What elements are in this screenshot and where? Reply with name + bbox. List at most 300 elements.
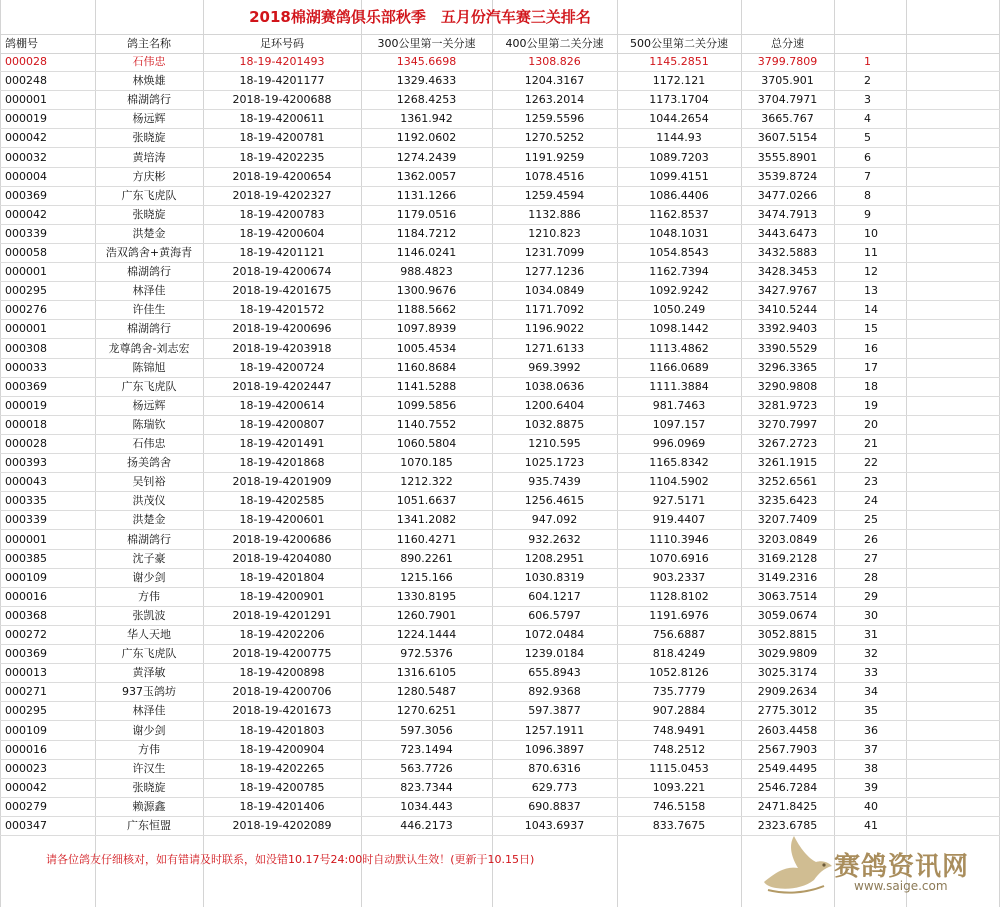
- table-cell: 1239.0184: [524, 647, 585, 661]
- table-cell: 1097.157: [652, 417, 706, 431]
- table-cell: 000019: [5, 112, 47, 126]
- table-cell: 2603.4458: [757, 723, 818, 737]
- footer-note: 请各位鸽友仔细核对，如有错请及时联系，如没错10.17号24:00时自动默认生效！(更新于10.15日): [46, 853, 535, 866]
- table-cell: 张晓旋: [132, 131, 166, 145]
- rank-cell: 6: [864, 150, 871, 164]
- table-row: [0, 741, 1000, 760]
- table-cell: 棉湖鸽行: [127, 322, 171, 336]
- table-cell: 000339: [5, 513, 47, 527]
- rank-cell: 28: [864, 570, 878, 584]
- rank-cell: 24: [864, 494, 878, 508]
- rank-cell: 16: [864, 341, 878, 355]
- table-cell: 1173.1704: [649, 93, 709, 107]
- table-cell: 1263.2014: [524, 93, 585, 107]
- table-cell: 华人天地: [127, 628, 171, 641]
- table-cell: 2018-19-4200686: [232, 532, 332, 546]
- table-cell: 937玉鸽坊: [122, 685, 176, 699]
- table-row: [0, 550, 1000, 569]
- table-cell: 1034.443: [400, 799, 453, 813]
- table-row: [0, 301, 1000, 320]
- table-cell: 935.7439: [528, 475, 581, 489]
- table-row: [0, 760, 1000, 779]
- table-cell: 000369: [5, 188, 47, 202]
- table-cell: 1110.3946: [649, 532, 709, 546]
- table-cell: 1132.886: [528, 207, 581, 221]
- table-cell: 2018-19-4200688: [232, 93, 332, 107]
- table-cell: 3390.5529: [757, 341, 818, 355]
- table-cell: 3474.7913: [757, 207, 818, 221]
- table-cell: 18-19-4201406: [239, 799, 325, 813]
- rank-cell: 5: [864, 131, 871, 145]
- table-cell: 833.7675: [652, 819, 706, 832]
- table-row: [0, 225, 1000, 244]
- table-cell: 3059.0674: [757, 608, 818, 622]
- table-cell: 969.3992: [528, 360, 581, 374]
- table-cell: 广东飞虎队: [121, 188, 177, 202]
- table-cell: 许佳生: [132, 303, 166, 317]
- table-cell: 947.092: [531, 513, 578, 527]
- table-cell: 1259.5596: [524, 112, 585, 126]
- table-cell: 723.1494: [400, 742, 453, 756]
- table-cell: 000033: [5, 360, 47, 374]
- table-cell: 18-19-4200901: [239, 589, 325, 603]
- table-row: [0, 722, 1000, 741]
- rank-cell: 12: [864, 265, 878, 279]
- table-cell: 3290.9808: [757, 379, 818, 393]
- table-cell: 1257.1911: [524, 723, 585, 737]
- table-cell: 1145.2851: [649, 55, 709, 68]
- table-cell: 597.3877: [528, 704, 581, 718]
- table-cell: 756.6887: [652, 628, 706, 641]
- table-cell: 浩双鸽舍+黄海青: [105, 246, 193, 259]
- rank-cell: 15: [864, 322, 878, 336]
- table-cell: 棉湖鸽行: [127, 532, 171, 546]
- table-cell: 000043: [5, 475, 47, 489]
- table-cell: 000001: [5, 322, 47, 336]
- table-cell: 1078.4516: [524, 169, 585, 183]
- header-cell: 足环号码: [260, 37, 304, 50]
- table-cell: 1274.2439: [396, 150, 457, 164]
- table-cell: 1097.8939: [396, 322, 457, 336]
- rank-cell: 9: [864, 207, 871, 221]
- table-cell: 870.6316: [528, 761, 581, 775]
- table-row: [0, 149, 1000, 168]
- table-cell: 18-19-4200785: [239, 780, 325, 794]
- table-cell: 3203.0849: [757, 532, 818, 546]
- table-cell: 林泽佳: [132, 284, 166, 298]
- table-row: [0, 110, 1000, 129]
- pigeon-logo-icon: [758, 832, 836, 898]
- table-cell: 1043.6937: [524, 819, 585, 832]
- table-cell: 907.2884: [652, 704, 706, 718]
- table-cell: 18-19-4201121: [239, 246, 325, 259]
- table-row: [0, 378, 1000, 397]
- table-cell: 2018-19-4200696: [232, 322, 332, 336]
- table-cell: 1308.826: [528, 55, 581, 68]
- table-cell: 655.8943: [528, 666, 581, 680]
- table-cell: 000023: [5, 761, 47, 775]
- table-cell: 2546.7284: [757, 780, 818, 794]
- table-cell: 1098.1442: [649, 322, 709, 336]
- table-cell: 1204.3167: [524, 74, 585, 88]
- table-cell: 000016: [5, 589, 47, 603]
- table-row: [0, 492, 1000, 511]
- table-cell: 棉湖鸽行: [127, 93, 171, 107]
- table-cell: 18-19-4200904: [239, 742, 325, 756]
- table-cell: 1044.2654: [649, 112, 709, 126]
- table-cell: 2018-19-4200674: [232, 265, 332, 279]
- table-cell: 3704.7971: [757, 93, 818, 107]
- table-cell: 1054.8543: [649, 246, 709, 259]
- table-cell: 18-19-4200611: [239, 112, 325, 126]
- table-cell: 000032: [5, 150, 47, 164]
- table-cell: 2018-19-4202089: [232, 819, 332, 832]
- table-cell: 3705.901: [761, 74, 814, 88]
- table-cell: 1162.8537: [649, 207, 709, 221]
- table-cell: 919.4407: [652, 513, 706, 527]
- rank-cell: 3: [864, 93, 871, 107]
- table-cell: 1208.2951: [524, 551, 585, 565]
- rank-cell: 26: [864, 532, 878, 546]
- table-cell: 000001: [5, 265, 47, 279]
- table-cell: 1099.5856: [396, 398, 457, 412]
- table-cell: 1025.1723: [524, 456, 585, 470]
- table-cell: 892.9368: [528, 685, 581, 699]
- rank-cell: 10: [864, 226, 878, 240]
- table-cell: 1093.221: [652, 780, 706, 794]
- table-cell: 18-19-4202206: [239, 628, 325, 641]
- table-cell: 1341.2082: [396, 513, 457, 527]
- table-cell: 1032.8875: [524, 417, 585, 431]
- table-cell: 1345.6698: [396, 55, 457, 68]
- table-cell: 818.4249: [652, 647, 706, 661]
- table-cell: 000019: [5, 398, 47, 412]
- table-cell: 1070.185: [400, 456, 453, 470]
- table-cell: 18-19-4200783: [239, 207, 325, 221]
- rank-cell: 39: [864, 780, 878, 794]
- table-cell: 3052.8815: [757, 628, 818, 641]
- table-cell: 563.7726: [400, 761, 453, 775]
- table-row: [0, 683, 1000, 702]
- table-row: [0, 320, 1000, 339]
- table-cell: 748.9491: [652, 723, 706, 737]
- table-cell: 972.5376: [400, 647, 453, 661]
- table-cell: 1271.6133: [524, 341, 585, 355]
- table-cell: 吴钊裕: [132, 475, 166, 489]
- table-cell: 1191.9259: [524, 150, 585, 164]
- header-cell: 500公里第二关分速: [630, 37, 728, 50]
- table-cell: 1048.1031: [649, 226, 709, 240]
- table-cell: 000335: [5, 494, 47, 508]
- table-cell: 1160.4271: [396, 532, 457, 546]
- rank-cell: 36: [864, 723, 878, 737]
- table-cell: 2018-19-4204080: [232, 551, 332, 565]
- table-cell: 1300.9676: [396, 284, 457, 298]
- rank-cell: 7: [864, 169, 871, 183]
- table-cell: 3427.9767: [757, 284, 818, 298]
- table-cell: 1259.4594: [524, 188, 585, 202]
- table-row: [0, 435, 1000, 454]
- table-cell: 1200.6404: [524, 398, 585, 412]
- table-cell: 1210.595: [528, 437, 581, 450]
- table-row: [0, 397, 1000, 416]
- table-cell: 823.7344: [400, 780, 453, 794]
- table-cell: 000368: [5, 608, 47, 622]
- table-cell: 000018: [5, 417, 47, 431]
- table-cell: 18-19-4201491: [239, 437, 325, 450]
- table-cell: 3607.5154: [757, 131, 818, 145]
- table-cell: 1172.121: [652, 74, 706, 88]
- rank-cell: 18: [864, 379, 878, 393]
- table-cell: 3261.1915: [757, 456, 818, 470]
- header-cell: 300公里第一关分速: [377, 37, 476, 50]
- table-cell: 2018-19-4201673: [232, 704, 332, 718]
- table-cell: 2018-19-4201675: [232, 284, 332, 298]
- rank-cell: 1: [864, 55, 871, 68]
- table-cell: 000028: [5, 55, 47, 68]
- table-cell: 1072.0484: [524, 628, 585, 641]
- table-cell: 张晓旋: [132, 780, 166, 794]
- table-cell: 1111.3884: [649, 379, 709, 393]
- table-row: [0, 129, 1000, 148]
- rank-cell: 11: [864, 246, 878, 259]
- table-cell: 597.3056: [400, 723, 453, 737]
- table-cell: 1165.8342: [649, 456, 709, 470]
- table-row: [0, 359, 1000, 378]
- table-cell: 1196.9022: [524, 322, 585, 336]
- table-cell: 2323.6785: [757, 819, 818, 832]
- table-cell: 1092.9242: [649, 284, 709, 298]
- rank-cell: 13: [864, 284, 878, 298]
- table-cell: 000058: [5, 246, 47, 259]
- table-cell: 000248: [5, 74, 47, 88]
- table-cell: 1277.1236: [524, 265, 585, 279]
- table-cell: 2018-19-4202447: [232, 379, 332, 393]
- table-cell: 000016: [5, 742, 47, 756]
- table-cell: 18-19-4200807: [239, 417, 325, 431]
- table-cell: 000013: [5, 666, 47, 680]
- rank-cell: 25: [864, 513, 878, 527]
- table-cell: 1191.6976: [649, 608, 709, 622]
- table-cell: 许汉生: [132, 761, 166, 775]
- table-cell: 18-19-4201493: [239, 55, 325, 68]
- sheet-title: 2018棉湖赛鸽俱乐部秋季 五月份汽车赛三关排名: [249, 8, 591, 26]
- table-row: [0, 53, 1000, 72]
- table-row: [0, 664, 1000, 683]
- table-cell: 洪楚金: [132, 226, 166, 240]
- rank-cell: 22: [864, 456, 878, 470]
- table-row: [0, 511, 1000, 530]
- table-cell: 000369: [5, 379, 47, 393]
- table-cell: 000272: [5, 628, 47, 641]
- table-cell: 3281.9723: [757, 398, 818, 412]
- header-cell: 鸽主名称: [127, 37, 171, 50]
- table-cell: 18-19-4202585: [239, 494, 325, 508]
- table-cell: 3025.3174: [757, 666, 818, 680]
- table-cell: 2018-19-4203918: [232, 341, 332, 355]
- table-cell: 林焕雄: [132, 74, 166, 88]
- watermark-name: 赛鸽资讯网: [834, 852, 970, 882]
- table-cell: 18-19-4201803: [239, 723, 325, 737]
- table-cell: 1256.4615: [524, 494, 585, 508]
- table-cell: 3296.3365: [757, 360, 818, 374]
- rank-cell: 40: [864, 799, 878, 813]
- table-cell: 1184.7212: [396, 226, 457, 240]
- table-cell: 方伟: [138, 589, 160, 603]
- header-cell: 400公里第二关分速: [505, 37, 604, 50]
- table-cell: 18-19-4202265: [239, 761, 325, 775]
- table-cell: 1052.8126: [649, 666, 709, 680]
- table-cell: 1038.0636: [524, 379, 585, 393]
- rank-cell: 14: [864, 303, 878, 317]
- table-cell: 3270.7997: [757, 417, 818, 431]
- table-cell: 996.0969: [652, 437, 706, 450]
- table-cell: 1104.5902: [649, 475, 709, 489]
- table-cell: 000028: [5, 437, 47, 450]
- table-cell: 1060.5804: [396, 437, 457, 450]
- table-row: [0, 72, 1000, 91]
- table-cell: 1330.8195: [396, 589, 457, 603]
- table-cell: 3392.9403: [757, 322, 818, 336]
- table-cell: 18-19-4200604: [239, 226, 325, 240]
- table-cell: 000308: [5, 341, 47, 355]
- header-cell: 总分速: [771, 37, 804, 50]
- header-cell: 鸽棚号: [5, 37, 38, 50]
- table-cell: 2471.8425: [757, 799, 818, 813]
- table-cell: 1089.7203: [649, 150, 709, 164]
- table-cell: 3207.7409: [757, 513, 818, 527]
- table-cell: 1268.4253: [396, 93, 457, 107]
- rank-cell: 21: [864, 437, 878, 450]
- table-cell: 陈瑞钦: [132, 417, 166, 431]
- table-row: [0, 340, 1000, 359]
- table-cell: 1362.0057: [396, 169, 457, 183]
- table-cell: 981.7463: [652, 398, 706, 412]
- table-cell: 629.773: [531, 780, 578, 794]
- table-cell: 3235.6423: [757, 494, 818, 508]
- table-row: [0, 779, 1000, 798]
- table-cell: 广东飞虎队: [121, 379, 177, 393]
- table-cell: 1316.6105: [396, 666, 457, 680]
- table-cell: 18-19-4200601: [239, 513, 325, 527]
- table-cell: 000347: [5, 819, 47, 832]
- table-cell: 1160.8684: [396, 360, 457, 374]
- table-cell: 2775.3012: [757, 704, 818, 718]
- table-row: [0, 416, 1000, 435]
- table-row: [0, 588, 1000, 607]
- table-cell: 洪茂仪: [132, 494, 166, 508]
- table-cell: 3169.2128: [757, 551, 818, 565]
- table-cell: 988.4823: [400, 265, 453, 279]
- table-cell: 000339: [5, 226, 47, 240]
- table-row: [0, 798, 1000, 817]
- table-row: [0, 187, 1000, 206]
- table-cell: 黄培涛: [132, 150, 166, 164]
- table-cell: 石伟忠: [132, 55, 166, 68]
- table-cell: 3029.9809: [757, 647, 818, 661]
- table-cell: 1140.7552: [396, 417, 457, 431]
- table-cell: 3149.2316: [757, 570, 818, 584]
- table-cell: 000276: [5, 303, 47, 317]
- table-cell: 1224.1444: [396, 628, 457, 641]
- table-cell: 1128.8102: [649, 589, 709, 603]
- table-cell: 1166.0689: [649, 360, 709, 374]
- table-cell: 000042: [5, 780, 47, 794]
- table-cell: 18-19-4200781: [239, 131, 325, 145]
- table-cell: 3410.5244: [757, 303, 818, 317]
- table-cell: 3443.6473: [757, 226, 818, 240]
- table-cell: 石伟忠: [132, 437, 166, 450]
- watermark-logo: [758, 832, 990, 898]
- table-cell: 1329.4633: [396, 74, 457, 88]
- table-row: [0, 282, 1000, 301]
- table-cell: 000042: [5, 207, 47, 221]
- table-row: [0, 531, 1000, 550]
- table-cell: 000001: [5, 532, 47, 546]
- table-cell: 1034.0849: [524, 284, 585, 298]
- table-cell: 张凯波: [132, 608, 166, 622]
- table-cell: 604.1217: [528, 589, 581, 603]
- table-cell: 2018-19-4200654: [232, 169, 332, 183]
- table-cell: 1162.7394: [649, 265, 709, 279]
- table-row: [0, 168, 1000, 187]
- table-cell: 3539.8724: [757, 169, 818, 183]
- table-cell: 1210.823: [528, 226, 581, 240]
- table-cell: 000295: [5, 284, 47, 298]
- table-cell: 000271: [5, 685, 47, 699]
- table-row: [0, 91, 1000, 110]
- header-row: [0, 34, 1000, 54]
- table-cell: 18-19-4201868: [239, 456, 325, 470]
- table-row: [0, 263, 1000, 282]
- watermark-url: www.saige.com: [854, 879, 948, 893]
- table-cell: 谢少剑: [132, 570, 166, 584]
- title-row: [0, 0, 1000, 34]
- table-cell: 3428.3453: [757, 265, 818, 279]
- table-cell: 1050.249: [652, 303, 706, 317]
- rank-cell: 8: [864, 188, 871, 202]
- table-cell: 735.7779: [652, 685, 706, 699]
- table-cell: 2018-19-4202327: [232, 188, 332, 202]
- table-cell: 2018-19-4200775: [232, 647, 332, 661]
- table-cell: 1141.5288: [396, 379, 457, 393]
- rank-cell: 30: [864, 608, 878, 622]
- table-cell: 000004: [5, 169, 47, 183]
- table-cell: 1005.4534: [396, 341, 457, 355]
- rank-cell: 2: [864, 74, 871, 88]
- rank-cell: 35: [864, 704, 878, 718]
- table-cell: 18-19-4201177: [239, 74, 325, 88]
- table-cell: 2018-19-4200706: [232, 685, 332, 699]
- table-row: [0, 607, 1000, 626]
- table-cell: 000393: [5, 456, 47, 470]
- table-row: [0, 645, 1000, 664]
- table-cell: 扬美鸽舍: [127, 456, 171, 470]
- table-cell: 1171.7092: [524, 303, 585, 317]
- table-cell: 1144.93: [656, 131, 702, 145]
- rank-cell: 34: [864, 685, 878, 699]
- table-cell: 1192.0602: [396, 131, 457, 145]
- table-cell: 746.5158: [652, 799, 706, 813]
- table-cell: 18-19-4202235: [239, 150, 325, 164]
- table-row: [0, 702, 1000, 721]
- table-cell: 1270.5252: [524, 131, 585, 145]
- table-cell: 748.2512: [652, 742, 706, 756]
- rank-cell: 23: [864, 475, 878, 489]
- table-row: [0, 626, 1000, 645]
- table-cell: 1212.322: [400, 475, 453, 489]
- table-cell: 杨远辉: [132, 112, 166, 126]
